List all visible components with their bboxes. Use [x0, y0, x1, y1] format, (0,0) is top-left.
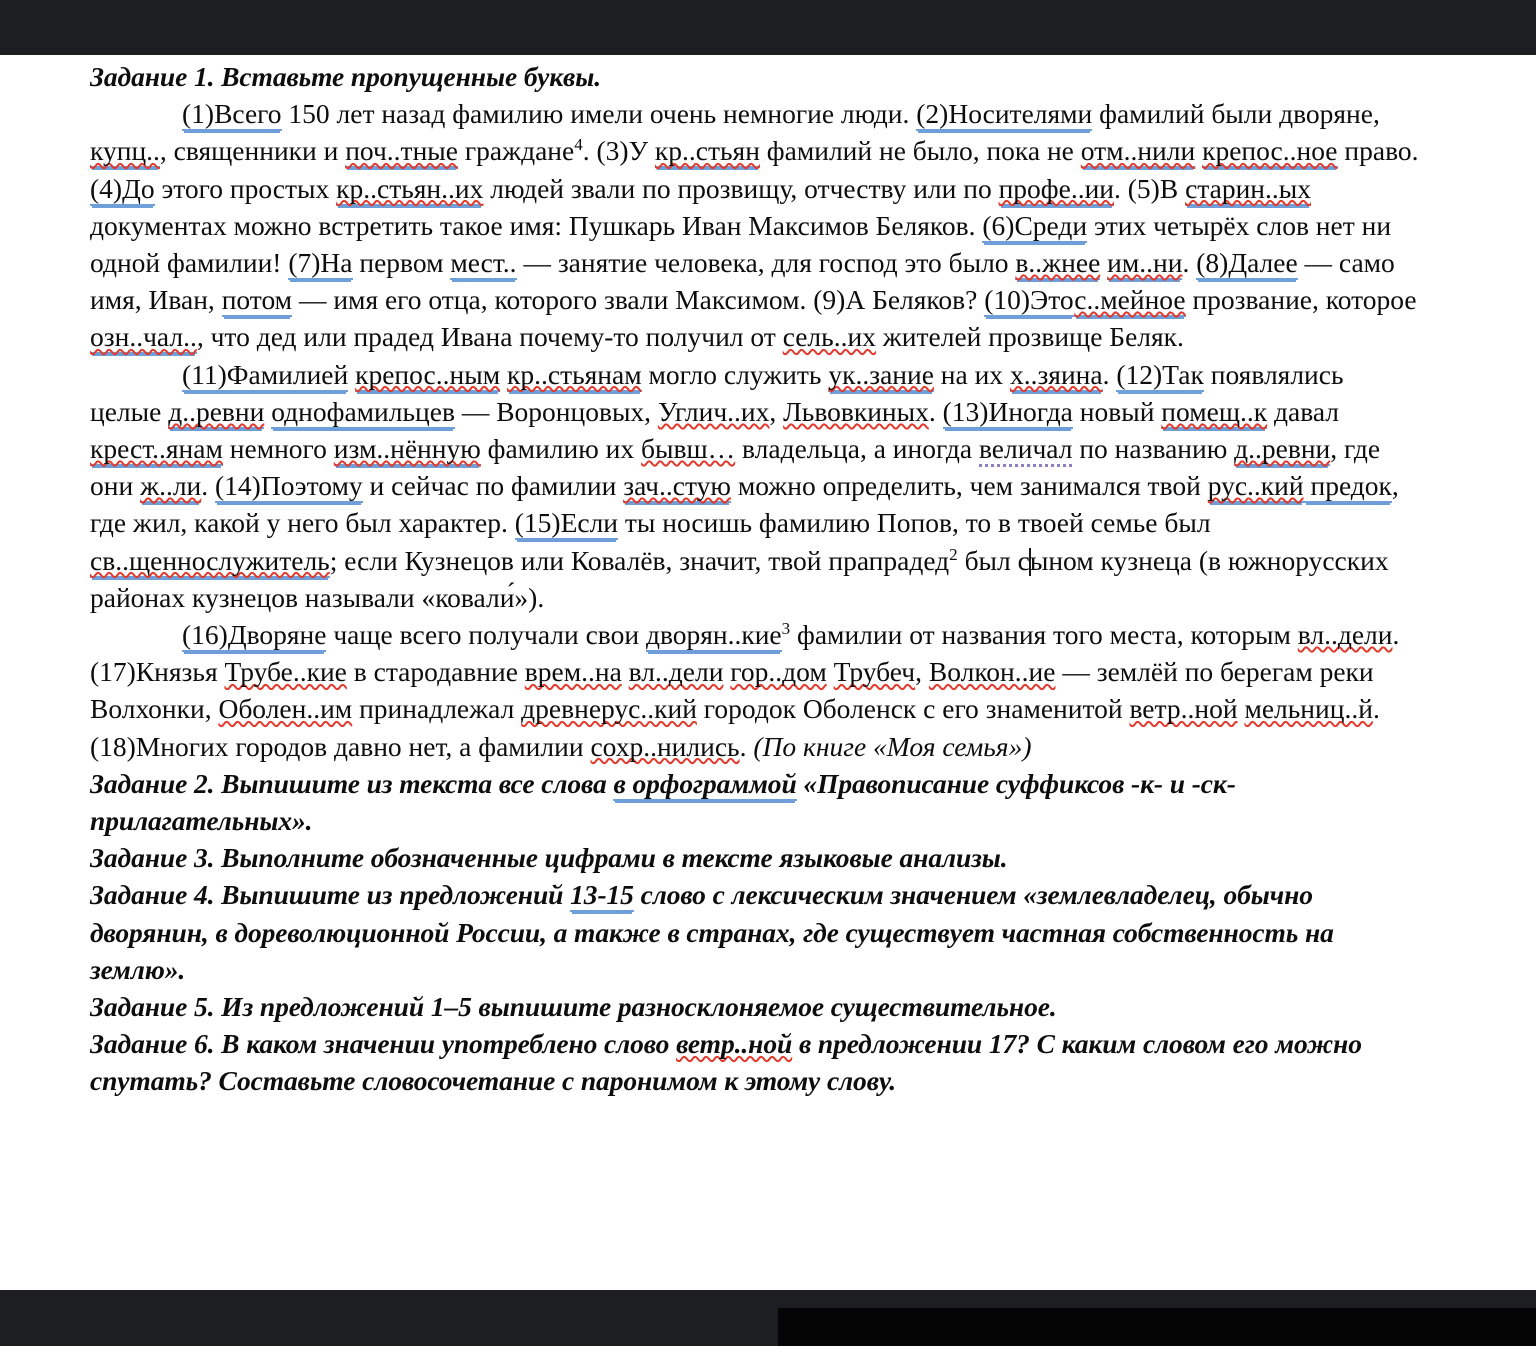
- task-2-post: «Правописание суффиксов -к- и -ск- прилагательных».: [90, 767, 1236, 837]
- misspelled-word-vetrnoy-1[interactable]: ветр..ной: [1129, 693, 1238, 725]
- task-4-pre: Задание 4. Выпишите из предложений: [90, 879, 571, 911]
- sentence-number-14: (14): [215, 470, 261, 502]
- task-5-pre: Задание 5. Из предложений 1–5 выпишите разносклоняемое существительное.: [90, 991, 1057, 1023]
- misspelled-word-kreposnoe[interactable]: крепос..ное: [1202, 135, 1338, 167]
- top-chrome-bar: [0, 0, 1536, 55]
- sentence-5-a: В: [1159, 172, 1186, 204]
- sentence-7-first-word: На: [320, 247, 353, 279]
- misspelled-word-zachstuyu[interactable]: зач..стую: [623, 470, 731, 502]
- sentence-13-f: по названию: [1072, 433, 1235, 465]
- sentence-number-10: (10): [984, 284, 1031, 316]
- sentence-14-first-word: Поэтому: [260, 470, 363, 502]
- paragraph-3: [90, 616, 1420, 765]
- misspelled-word-vldeli-2[interactable]: вл..дели: [628, 656, 724, 688]
- sentence-8-a: — само имя, Иван,: [90, 247, 1395, 316]
- sentence-11-opener[interactable]: [182, 359, 348, 392]
- sentence-7-opener[interactable]: [288, 247, 352, 280]
- task-3-pre: Задание 3. Выполните обозначенные цифрами в тексте языковые анализы.: [90, 842, 1008, 874]
- sentence-4-first-word: До: [122, 172, 155, 204]
- misspelled-word-gordom[interactable]: гор..дом: [730, 656, 827, 688]
- sentence-3-a: У: [628, 135, 655, 167]
- sentence-12-d: ,: [769, 395, 784, 427]
- sentence-10-opener[interactable]: [984, 284, 1074, 317]
- sentence-4-a: этого простых: [154, 172, 337, 204]
- sentence-11-b: на их: [933, 358, 1010, 390]
- sentence-16-first-word: Дворяне: [227, 619, 327, 651]
- sentence-number-11: (11): [182, 358, 227, 390]
- sentence-12-opener[interactable]: [1116, 359, 1204, 392]
- misspelled-word-kupc[interactable]: купц..: [90, 135, 160, 167]
- sentence-10-b: , что дед или прадед Ивана почему-то получил от: [196, 321, 783, 353]
- analysis-marker-2: 2: [949, 544, 958, 564]
- sentence-1-opener[interactable]: [182, 98, 282, 131]
- sentence-10-a: прозвание, которое: [1185, 284, 1417, 316]
- sentence-16-b: фамилии от названия того места, которым: [790, 619, 1298, 651]
- sentence-13-d: фамилию их: [480, 433, 642, 465]
- sentence-2-a: фамилий были дворяне,: [1092, 98, 1380, 130]
- misspelled-word-lvovkinyh[interactable]: Львовкиных: [783, 395, 929, 427]
- sentence-3-d: право.: [1337, 135, 1419, 167]
- misspelled-word-vremna[interactable]: врем..на: [524, 656, 622, 688]
- sentence-14-c: , где жил, какой у него был характер.: [90, 470, 1399, 539]
- bottom-chrome-bar: [0, 1290, 1536, 1346]
- sentence-10-c: жителей прозвище Беляк.: [875, 321, 1184, 353]
- sentence-18-b: .: [739, 730, 754, 762]
- task-2-pre: Задание 2. Выпишите из текста все слова: [90, 767, 614, 799]
- task-2: [90, 765, 1420, 839]
- task-4: [90, 876, 1420, 988]
- misspelled-word-melnitsy[interactable]: мельниц..й: [1244, 693, 1373, 725]
- misspelled-word-dvoryanskie[interactable]: дворян..кие: [645, 619, 782, 651]
- misspelled-word-mest[interactable]: мест..: [450, 247, 517, 279]
- sentence-15-opener[interactable]: [515, 507, 618, 540]
- misspelled-word-trubech[interactable]: Трубеч: [833, 656, 916, 688]
- sentence-12-a: появлялись целые: [90, 358, 1344, 427]
- sentence-13-b: давал: [1267, 395, 1340, 427]
- sentence-13-first-word: Иногда: [988, 395, 1073, 427]
- sentence-number-4: (4): [90, 172, 123, 204]
- grammar-phrase-v-orfogrammoy[interactable]: в орфограммой: [613, 767, 797, 799]
- sentence-1-first-word: Всего: [214, 98, 282, 130]
- sentence-12-e: .: [928, 395, 943, 427]
- sentence-number-16: (16): [182, 619, 228, 651]
- sentence-16-a: чаще всего получали свои: [326, 619, 646, 651]
- misspelled-word-hzyaina[interactable]: х..зяина: [1009, 358, 1103, 390]
- sentence-17-e: [827, 656, 834, 687]
- task-6-post: в предложении 17? С каким словом его можно спутать? Составьте словосочетание с паронимом к этому слову.: [90, 1028, 1362, 1097]
- sentence-11-c: .: [1102, 358, 1117, 390]
- misspelled-word-kreposnym[interactable]: крепос..ным: [355, 358, 501, 390]
- sentence-17-f: ,: [915, 656, 929, 688]
- misspelled-word-krstyanih[interactable]: кр..стьян..их: [336, 172, 484, 204]
- sentence-2-opener[interactable]: [916, 98, 1092, 131]
- sentence-11-a: могло служить: [641, 358, 829, 390]
- sentence-13-h: .: [201, 470, 216, 502]
- sentence-number-8: (8): [1196, 247, 1229, 279]
- sentence-13-e: владельца, а иногда: [735, 433, 979, 465]
- sentence-16-c: .: [1392, 619, 1400, 651]
- sentence-11-first-word: Фамилией: [226, 358, 349, 390]
- sentence-17-g: — землёй по берегам реки Волхонки,: [90, 656, 1374, 725]
- paragraph-2: [90, 356, 1420, 616]
- sentence-15-b: ; если Кузнецов или Ковалёв, значит, твой прапрадед: [329, 544, 950, 576]
- misspelled-word-dervni-2[interactable]: д..ревни: [1234, 433, 1331, 465]
- bottom-chrome-inner-block: [778, 1308, 1536, 1346]
- misspelled-word-uglichih[interactable]: Углич..их: [657, 395, 770, 427]
- analysis-marker-4: 4: [574, 135, 583, 155]
- grammar-word-potom[interactable]: потом: [221, 284, 293, 316]
- sentence-13-g: , где они: [90, 433, 1381, 502]
- sentence-6-a: этих четырёх слов нет ни одной фамилии!: [90, 209, 1392, 279]
- misspelled-word-trubeskie[interactable]: Трубе..кие: [224, 656, 347, 688]
- misspelled-word-dervni-1[interactable]: д..ревни: [168, 395, 265, 427]
- misspelled-word-izmnyonnuyu[interactable]: изм..нённую: [333, 433, 481, 465]
- sentence-10-first-word: Это: [1030, 284, 1075, 316]
- sentence-8-first-word: Далее: [1228, 247, 1298, 279]
- sentence-number-9: (9): [813, 284, 846, 316]
- sentence-4-c: .: [1114, 172, 1128, 204]
- sentence-17-b: в стародавние: [346, 656, 525, 688]
- sentence-number-3: (3): [596, 135, 629, 167]
- sentence-number-15: (15): [514, 507, 561, 539]
- misspelled-word-byvsh[interactable]: бывш…: [641, 433, 736, 465]
- sentence-number-2: (2): [916, 98, 949, 130]
- misspelled-word-volkonie[interactable]: Волкон..ие: [928, 656, 1056, 688]
- sentence-number-5: (5): [1127, 172, 1160, 204]
- sentence-2-b: , священники и: [159, 135, 346, 167]
- grammar-word-odnofamiltsev[interactable]: однофамильцев: [271, 395, 455, 427]
- sentence-17-c: [622, 656, 629, 687]
- sentence-2-d: .: [582, 135, 597, 167]
- sentence-13-a: новый: [1072, 395, 1162, 427]
- space: [500, 359, 507, 390]
- misspelled-word-imni[interactable]: им..ни: [1107, 247, 1183, 279]
- sentence-14-a: и сейчас по фамилии: [362, 470, 624, 502]
- task-list: [90, 765, 1420, 1100]
- sentence-13-opener[interactable]: [943, 396, 1073, 429]
- misspelled-word-svyashchennosluzhitel[interactable]: св..щеннослужитель: [90, 544, 330, 576]
- sentence-18-a: Многих городов давно нет, а фамилии: [135, 730, 591, 762]
- misspelled-word-ukzanie[interactable]: ук..зание: [828, 358, 934, 390]
- sentence-3-b: фамилий не было, пока не: [759, 135, 1081, 167]
- sentence-8-opener[interactable]: [1196, 247, 1297, 280]
- misspelled-word-vetrnoy-2[interactable]: ветр..ной: [676, 1028, 793, 1060]
- sentence-2-first-word: Носителями: [948, 98, 1093, 130]
- misspelled-word-professii[interactable]: профе..ии: [998, 172, 1115, 204]
- sentence-number-12: (12): [1116, 358, 1163, 390]
- sentence-15-d: ыном кузнеца (в южнорусских районах кузнецов называли «ковали́»).: [90, 544, 1389, 613]
- sentence-1-rest: 150 лет назад фамилию имели очень немногие люди.: [281, 98, 917, 130]
- sentence-9-a: А Беляков?: [845, 284, 985, 316]
- sentence-12-c: — Воронцовых,: [454, 395, 658, 427]
- sentence-7-b: — занятие человека, для господ это было: [516, 247, 1016, 279]
- sentence-number-6: (6): [982, 209, 1015, 241]
- sentence-7-a: первом: [352, 247, 451, 279]
- misspelled-word-vldeli-1[interactable]: вл..дели: [1297, 619, 1393, 651]
- grammar-phrase-13-15[interactable]: 13-15: [570, 879, 634, 911]
- sentence-4-b: людей звали по прозвищу, отчеству или по: [483, 172, 999, 204]
- misspelled-word-oznchal[interactable]: озн..чал..: [90, 321, 197, 353]
- sentence-2-c: граждане: [457, 135, 575, 167]
- analysis-marker-3: 3: [781, 618, 791, 638]
- task-5: [90, 988, 1420, 1025]
- misspelled-word-zhli[interactable]: ж..ли: [140, 470, 202, 502]
- sentence-15-a: ты носишь фамилию Попов, то в твоей семье был: [618, 507, 1211, 539]
- sentence-number-7: (7): [288, 247, 321, 279]
- sentence-14-opener[interactable]: [215, 470, 363, 503]
- misspelled-word-smeynoe[interactable]: с..мейное: [1074, 284, 1186, 316]
- misspelled-word-pomeshchk[interactable]: помещ..к: [1161, 395, 1268, 427]
- misspelled-word-krstyanam[interactable]: кр..стьянам: [507, 358, 642, 390]
- task-1-heading: Задание 1. Вставьте пропущенные буквы.: [90, 61, 601, 92]
- misspelled-word-obolenim[interactable]: Оболен..им: [218, 693, 353, 725]
- sentence-7-d: .: [1182, 247, 1197, 279]
- misspelled-word-vzhnee[interactable]: в..жнее: [1015, 247, 1101, 279]
- misspelled-word-russkiy[interactable]: рус..кий: [1207, 470, 1304, 502]
- sentence-number-18: (18): [90, 730, 136, 762]
- sentence-5-b: документах можно встретить такое имя: Пушкарь Иван Максимов Беляков.: [90, 209, 983, 241]
- misspelled-word-sohrnilis[interactable]: сохр..нились: [590, 730, 740, 762]
- misspelled-word-otmnili[interactable]: отм..нили: [1080, 135, 1196, 167]
- misspelled-word-selih[interactable]: сель..их: [782, 321, 876, 353]
- task-6: [90, 1025, 1420, 1099]
- style-word-velichal[interactable]: величал: [979, 433, 1072, 467]
- misspelled-word-krestyanam[interactable]: крест..янам: [90, 433, 223, 465]
- sentence-17-h: принадлежал: [352, 693, 522, 725]
- task-3: [90, 839, 1420, 876]
- sentence-4-opener[interactable]: [90, 173, 155, 206]
- misspelled-word-pochtnye[interactable]: поч..тные: [345, 135, 458, 167]
- sentence-number-13: (13): [942, 395, 989, 427]
- sentence-6-first-word: Среди: [1014, 209, 1088, 241]
- task-6-pre: Задание 6. В каком значении употреблено слово: [90, 1028, 677, 1060]
- task-4-post: слово с лексическим значением «землевладелец, обычно дворянин, в дореволюционной России, а также в странах, где существует частная собственность на землю».: [90, 879, 1334, 985]
- sentence-number-17: (17): [90, 656, 136, 688]
- misspelled-word-krstyan[interactable]: кр..стьян: [654, 135, 760, 167]
- sentence-6-opener[interactable]: [982, 210, 1087, 243]
- document-page: [0, 55, 1536, 1290]
- sentence-17-i: городок Оболенск с его знаменитой: [696, 693, 1130, 725]
- sentence-12-first-word: Так: [1162, 358, 1204, 390]
- sentence-17-k: .: [1372, 693, 1380, 725]
- document-body: [90, 58, 1420, 1100]
- sentence-15-c: был с: [957, 544, 1030, 576]
- sentence-number-1: (1): [182, 98, 215, 130]
- misspelled-word-drevnerusskiy[interactable]: древнерус..кий: [521, 693, 697, 725]
- sentence-17-a: Князья: [135, 656, 225, 688]
- paragraph-1: [90, 95, 1420, 355]
- sentence-8-b: — имя его отца, которого звали Максимом.: [292, 284, 814, 316]
- grammar-word-predok[interactable]: предок: [1303, 470, 1392, 502]
- sentence-16-opener[interactable]: [182, 619, 326, 652]
- sentence-15-first-word: Если: [560, 507, 619, 539]
- misspelled-word-starinyh[interactable]: старин..ых: [1185, 172, 1311, 204]
- sentence-14-b: можно определить, чем занимался твой: [730, 470, 1208, 502]
- sentence-13-c: немного: [222, 433, 334, 465]
- source-citation: (По книге «Моя семья»): [753, 730, 1032, 762]
